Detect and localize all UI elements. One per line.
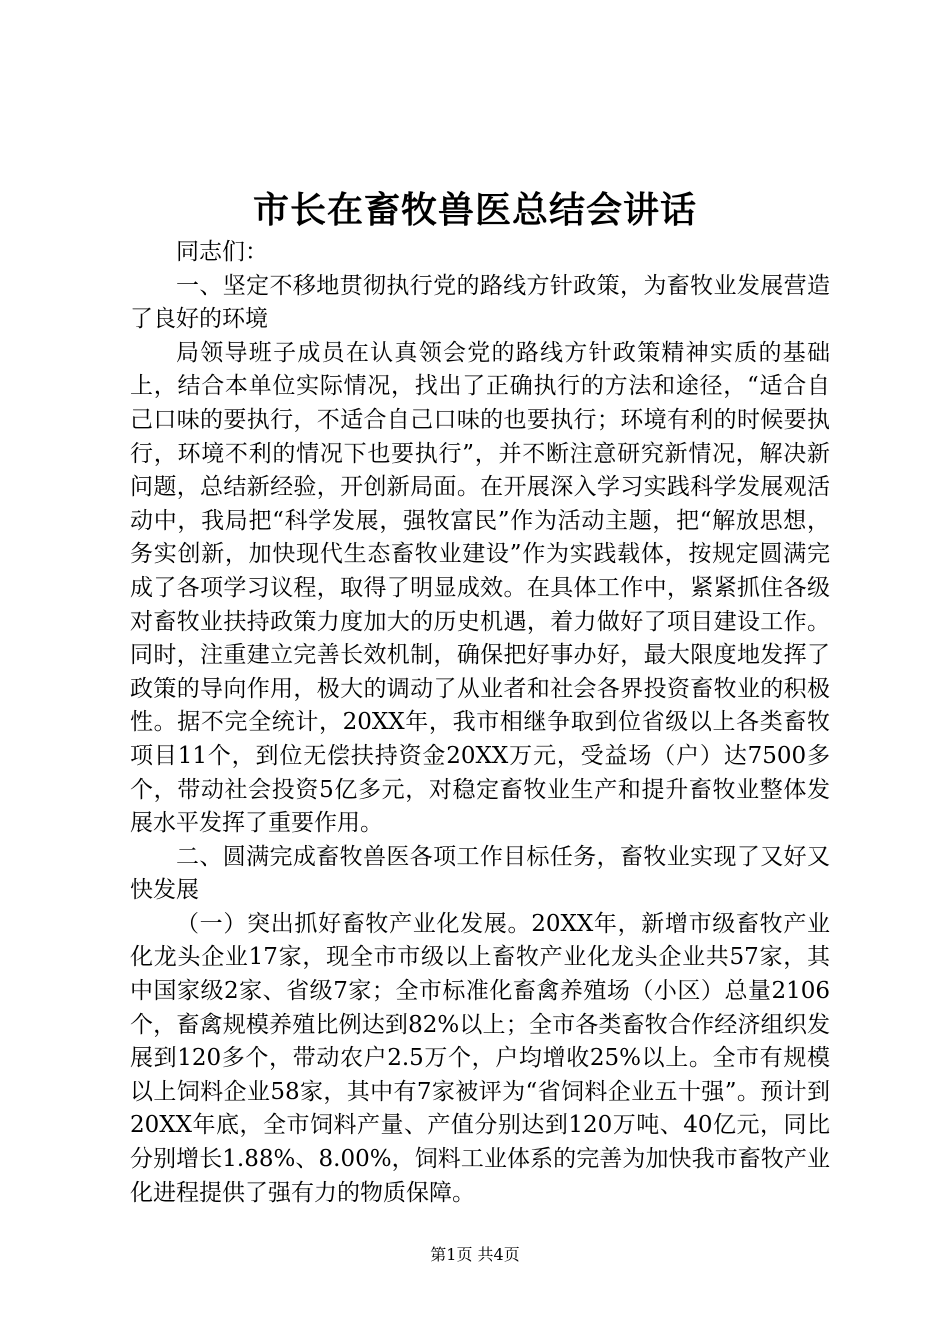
salutation-paragraph: 同志们： [176, 239, 268, 265]
body-paragraph: （一）突出抓好畜牧产业化发展。20XX年，新增市级畜牧产业化龙头企业17家，现全市市级以上畜牧产业化龙头企业共57家，其中国家级2家、省级7家；全市标准化畜禽养殖场（小区）总量2106个，畜禽规模养殖比例达到82%以上；全市各类畜牧合作经济组织发展到120多个，带动农户2.5万个，户均增收25%以上。全市有规模以上饲料企业58家，其中有7家被评为“省饲料企业五十强”。预计到20XX年底，全市饲料产量、产值分别达到120万吨、40亿元，同比分别增长1.88%、8.00%，饲料工业体系的完善为加快我市畜牧产业化进程提供了强有力的物质保障。 [130, 910, 830, 1206]
page-footer: 第1页 共4页 [430, 1245, 520, 1264]
body-paragraph: 局领导班子成员在认真领会党的路线方针政策精神实质的基础上，结合本单位实际情况，找出了正确执行的方法和途径，“适合自己口味的要执行，不适合自己口味的也要执行；环境有利的时候要执行，环境不利的情况下也要执行”，并不断注意研究新情况，解决新问题，总结新经验，开创新局面。在开展深入学习实践科学发展观活动中，我局把“科学发展，强牧富民”作为活动主题，把“解放思想，务实创新，加快现代生态畜牧业建设”作为实践载体，按规定圆满完成了各项学习议程，取得了明显成效。在具体工作中，紧紧抓住各级对畜牧业扶持政策力度加大的历史机遇，着力做好了项目建设工作。同时，注重建立完善长效机制，确保把好事办好，最大限度地发挥了政策的导向作用，极大的调动了从业者和社会各界投资畜牧业的积极性。据不完全统计，20XX年，我市相继争取到位省级以上各类畜牧项目11个，到位无偿扶持资金20XX万元，受益场（户）达7500多个，带动社会投资5亿多元，对稳定畜牧业生产和提升畜牧业整体发展水平发挥了重要作用。 [130, 339, 830, 837]
document-title: 市长在畜牧兽医总结会讲话 [252, 189, 697, 231]
section-heading-2: 二、圆满完成畜牧兽医各项工作目标任务，畜牧业实现了又好又快发展 [130, 843, 830, 904]
section-heading-1: 一、坚定不移地贯彻执行党的路线方针政策，为畜牧业发展营造了良好的环境 [130, 272, 830, 333]
document-body [130, 236, 830, 1210]
